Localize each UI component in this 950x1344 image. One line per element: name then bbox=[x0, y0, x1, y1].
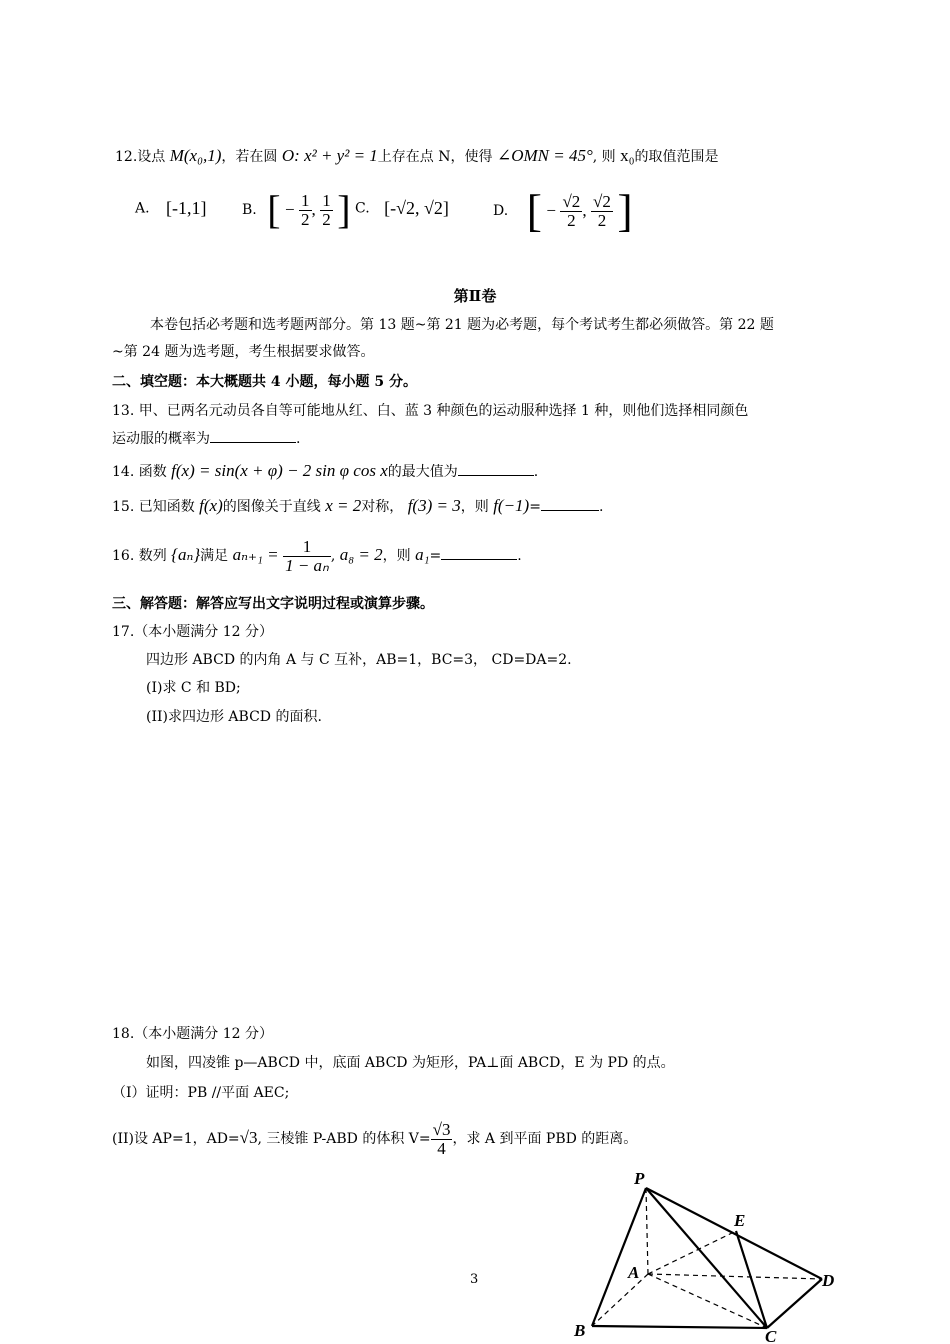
q14-line: 14. 函数 f(x) = sin(x + φ) − 2 sin φ cos x的最大值为 . bbox=[112, 461, 539, 480]
pyramid-figure bbox=[560, 1168, 860, 1344]
section-2-intro-1: 本卷包括必考题和选考题两部分。第 13 题~第 21 题为必考题，每个考试考生都必须做答。第 22 题 bbox=[150, 317, 774, 333]
edge-pd bbox=[646, 1188, 822, 1279]
q14-answer-blank[interactable] bbox=[458, 461, 534, 476]
q12-number: 12. bbox=[115, 149, 138, 165]
section-2-intro-2: ~第 24 题为选考题，考生根据要求做答。 bbox=[112, 344, 375, 360]
q17-part-2: (II)求四边形 ABCD 的面积. bbox=[146, 709, 322, 725]
q12-option-a: A. [-1,1] bbox=[135, 198, 207, 218]
q14-formula: f(x) = sin(x + φ) − 2 sin φ cos x bbox=[171, 461, 388, 480]
label-d: D bbox=[822, 1271, 835, 1290]
q18-volume-fraction: $\frac{√3}{4}$ bbox=[432, 1119, 451, 1158]
label-a: A bbox=[628, 1263, 640, 1282]
q12-var: x₀ bbox=[620, 146, 635, 165]
label-p: P bbox=[634, 1169, 645, 1188]
section-2-title: 第Ⅱ卷 bbox=[453, 287, 497, 305]
q12-option-b: B. [ − $\frac{1}{2}$ , $\frac{1}{2}$ ] bbox=[242, 187, 351, 232]
q13-line-1: 13. 甲、已两名元动员各自等可能地从红、白、蓝 3 种颜色的运动服种选择 1 种，则他们选择相同颜色 bbox=[112, 403, 749, 419]
fill-section-heading: 二、填空题：本大概题共 4 小题，每小题 5 分。 bbox=[112, 374, 417, 390]
q16-answer-blank[interactable] bbox=[441, 545, 517, 560]
q18-header: 18.（本小题满分 12 分） bbox=[112, 1026, 273, 1042]
q13-answer-blank[interactable] bbox=[210, 428, 296, 443]
q12-line: 12.设点 M(x₀,1)，若在圆 O: x² + y² = 1上存在点 N，使得 ∠OMN = 45°, 则 x₀的取值范围是 bbox=[115, 146, 719, 165]
q12-option-d: D. [ − $\frac{√2}{2}$ , $\frac{√2}{2}$ ] bbox=[493, 185, 633, 236]
label-e: E bbox=[734, 1211, 746, 1230]
edge-ae bbox=[648, 1231, 736, 1274]
q15-answer-blank[interactable] bbox=[541, 496, 599, 511]
q16-fraction: $\frac{1}{\text{1 − aₙ}}$ bbox=[285, 536, 329, 575]
q17-header: 17.（本小题满分 12 分） bbox=[112, 624, 273, 640]
edge-pc bbox=[646, 1188, 767, 1328]
q12-option-c: C. [-√2, √2] bbox=[355, 198, 449, 218]
q15-line: 15. 已知函数 f(x)的图像关于直线 x = 2对称， f(3) = 3，则 f(−1)= . bbox=[112, 496, 604, 515]
q18-part-2: (II)设 AP=1，AD=√3, 三棱锥 P-ABD 的体积 V= $\frac{√3}{4}$ ，求 A 到平面 PBD 的距离。 bbox=[112, 1119, 638, 1158]
edge-ad bbox=[648, 1274, 822, 1279]
edge-pb bbox=[592, 1188, 646, 1326]
edge-bc bbox=[592, 1326, 767, 1328]
edge-ab bbox=[592, 1274, 648, 1326]
q12-circle: O: x² + y² = 1 bbox=[281, 146, 378, 165]
edge-pa bbox=[646, 1188, 648, 1274]
q12-point: M(x₀,1) bbox=[169, 146, 222, 165]
edge-ac bbox=[648, 1274, 767, 1328]
q17-stem: 四边形 ABCD 的内角 A 与 C 互补，AB=1，BC=3， CD=DA=2. bbox=[146, 652, 572, 668]
label-b: B bbox=[574, 1321, 586, 1340]
q18-part-1: （I）证明：PB //平面 AEC; bbox=[112, 1085, 290, 1101]
label-c: C bbox=[765, 1327, 777, 1344]
q18-stem: 如图，四凌锥 p—ABCD 中，底面 ABCD 为矩形，PA⊥面 ABCD，E 为 PD 的点。 bbox=[146, 1055, 675, 1071]
q13-line-2: 运动服的概率为 . bbox=[112, 428, 300, 449]
q16-line: 16. 数列 {aₙ}满足 aₙ₊₁ = $\frac{1}{\text{1 − aₙ}}$ , a₈ = 2，则 a₁= . bbox=[112, 536, 522, 575]
page-number: 3 bbox=[470, 1272, 479, 1287]
q12-angle: ∠OMN = 45° bbox=[496, 146, 593, 165]
q17-part-1: (I)求 C 和 BD; bbox=[146, 680, 241, 696]
solve-section-heading: 三、解答题：解答应写出文字说明过程或演算步骤。 bbox=[112, 596, 434, 612]
edge-ec bbox=[736, 1231, 767, 1328]
edge-cd bbox=[767, 1279, 822, 1328]
